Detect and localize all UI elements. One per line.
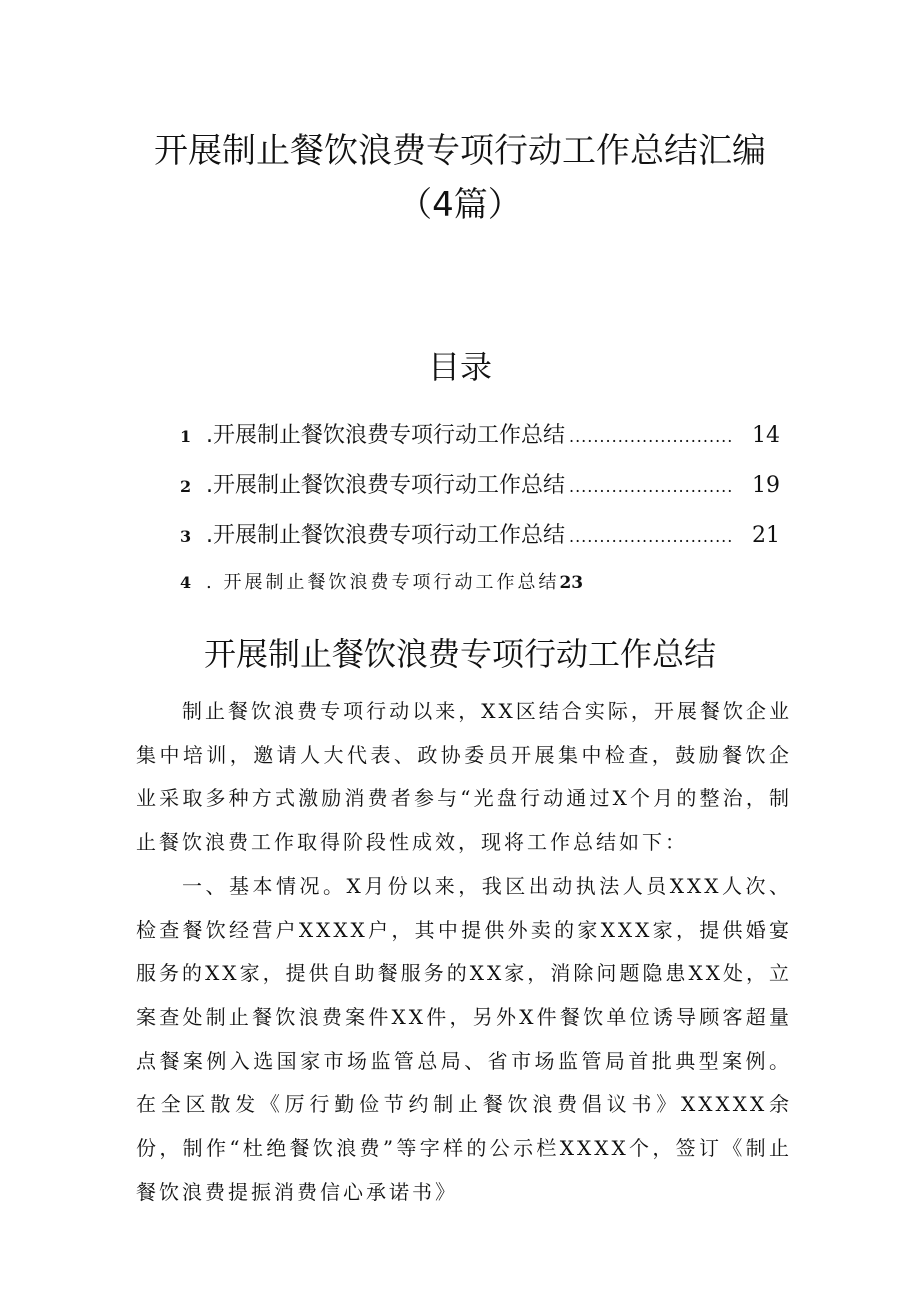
article-paragraph: 制止餐饮浪费专项行动以来，XX区结合实际，开展餐饮企业集中培训，邀请人大代表、政协委员开展集中检查，鼓励餐饮企业采取多种方式激励消费者参与“光盘行动通过X个月的整治，制止餐饮浪费工作取得阶段性成效，现将工作总结如下：	[136, 699, 792, 855]
document-subtitle: （4篇）	[398, 185, 522, 225]
toc-entry-page: 14	[752, 423, 780, 448]
toc-leader-dots: ...........................	[569, 527, 734, 546]
toc-entry-page: 19	[752, 473, 780, 498]
toc-heading: 目录	[427, 348, 492, 386]
toc-entry[interactable]	[180, 468, 780, 518]
article-title: 开展制止餐饮浪费专项行动工作总结	[203, 635, 716, 673]
toc-leader-dots: ...........................	[569, 427, 734, 446]
toc-entry-page: 21	[752, 523, 780, 548]
toc-entry-number: 3	[180, 527, 192, 546]
toc-entry[interactable]	[180, 568, 780, 618]
toc-entry-number: 4	[180, 573, 192, 592]
toc-entry-number: 1	[180, 427, 192, 446]
toc-entry-page: 23	[559, 573, 584, 593]
toc-entry-title: .开展制止餐饮浪费专项行动工作总结	[206, 423, 565, 448]
article-paragraph: 一、基本情况。X月份以来，我区出动执法人员XXX人次、检查餐饮经营户XXXX户，其中提供外卖的家XXX家，提供婚宴服务的XX家，提供自助餐服务的XX家，消除问题隐患XX处，立案查处制止餐饮浪费案件XX件，另外X件餐饮单位诱导顾客超量点餐案例入选国家市场监管总局、省市场监管局首批典型案例。在全区散发《厉行勤俭节约制止餐饮浪费倡议书》XXXXX余份，制作“杜绝餐饮浪费”等字样的公示栏XXXX个，签订《制止餐饮浪费提振消费信心承诺书》	[136, 873, 792, 1204]
toc-leader-dots: ...........................	[569, 477, 734, 496]
toc-entry[interactable]	[180, 418, 780, 468]
table-of-contents	[180, 418, 780, 618]
toc-entry-title: .开展制止餐饮浪费专项行动工作总结	[206, 473, 565, 498]
toc-entry-title: . 开展制止餐饮浪费专项行动工作总结	[206, 572, 560, 593]
toc-entry-number: 2	[180, 477, 192, 496]
toc-entry[interactable]	[180, 518, 780, 568]
document-title: 开展制止餐饮浪费专项行动工作总结汇编	[154, 131, 766, 171]
article-body	[136, 690, 792, 1214]
toc-entry-title: .开展制止餐饮浪费专项行动工作总结	[206, 523, 565, 548]
